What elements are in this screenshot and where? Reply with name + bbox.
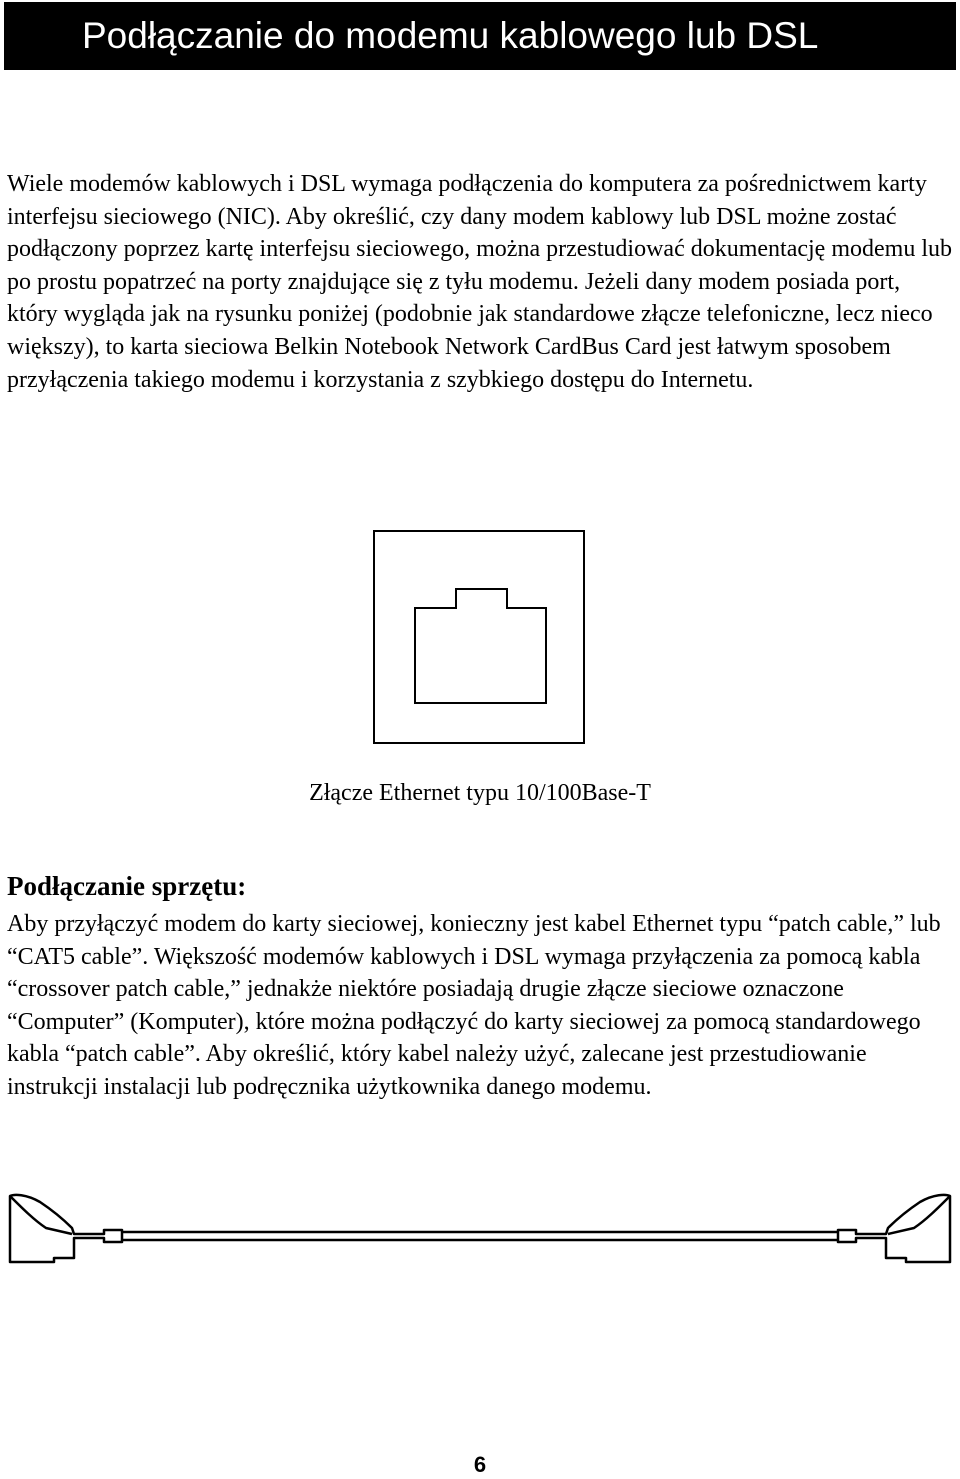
page-number: 6: [473, 1452, 487, 1477]
figure-caption: Złącze Ethernet typu 10/100Base-T: [309, 780, 651, 806]
rj45-port-icon: [375, 532, 583, 742]
intro-paragraph: Wiele modemów kablowych i DSL wymaga podłączenia do komputera za pośrednictwem karty interfejsu sieciowego (NIC). Aby określić, czy dany modem kablowy lub DSL możne zostać podłączony poprzez kartę interfejsu sieciowego, można przestudiować dokumentację modemu lub po prostu popatrzeć na porty znajdujące się z tyłu modemu. Jeżeli dany modem posiada port, który wygląda jak na rysunku poniżej (podobnie jak standardowe złącze telefoniczne, lecz nieco większy), to karta sieciowa Belkin Notebook Network CardBus Card jest łatwym sposobem przyłączenia takiego modemu i korzystania z szybkiego dostępu do Internetu.: [7, 171, 952, 393]
section-body: Aby przyłączyć modem do karty sieciowej, konieczny jest kabel Ethernet typu “patch cable,” lub “CAT5 cable”. Większość modemów kablowych i DSL wymaga przyłączenia za pomocą kabla “crossover patch cable,” jednakże niektóre posiadają drugie złącze sieciowe oznaczone “Computer” (Komputer), które można podłączyć do karty sieciowej za pomocą standardowego kabla “patch cable”. Aby określić, który kabel należy użyć, zalecane jest przestudiowanie instrukcji instalacji lub podręcznika użytkownika danego modemu.: [7, 911, 941, 1100]
ethernet-port-illustration: [373, 530, 585, 744]
page-header: [4, 2, 956, 70]
page-title: Podłączanie do modemu kablowego lub DSL: [82, 15, 819, 56]
section-heading: Podłączanie sprzętu:: [7, 871, 247, 901]
ethernet-cable-icon: [4, 1188, 956, 1268]
